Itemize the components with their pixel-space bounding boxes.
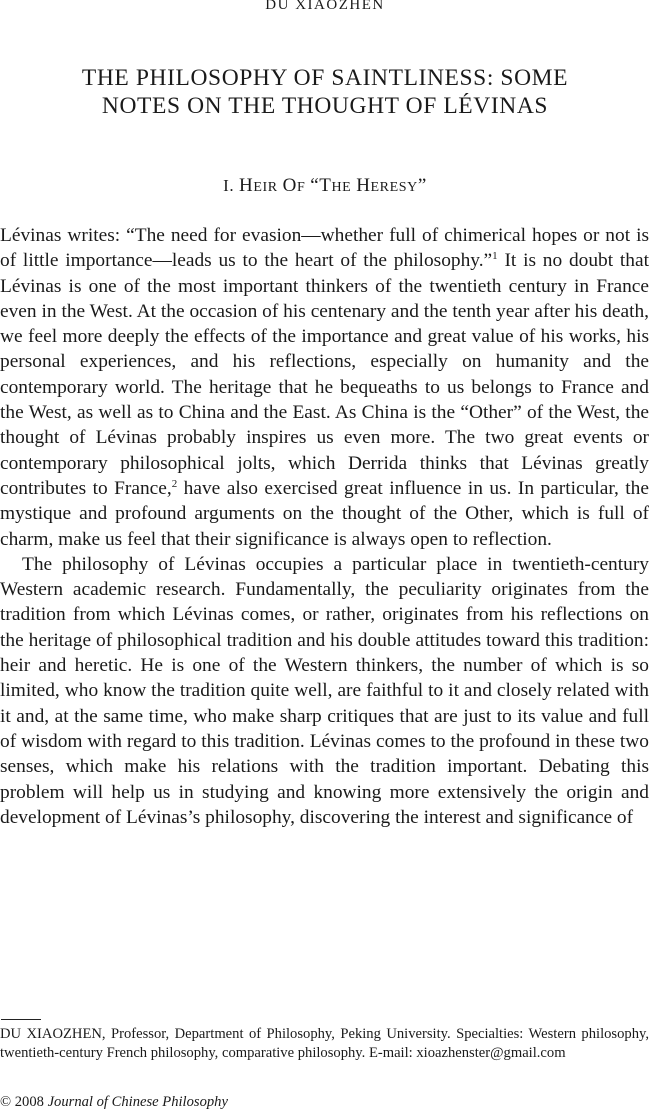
paragraph-2: The philosophy of Lévinas occupies a particular place in twentieth-century Western academic research. Fundamentally, the peculiarity originates from the tradition from which Lévinas comes, or rather, originates from his reflections on the heritage of philosophical tradition and his double attitudes toward this tradition: heir and heretic. He is one of the Western thinkers, the number of which is so limited, who know the tradition quite well, are faithful to it and closely related with it and, at the same time, who make sharp critiques that are just to its value and full of wisdom with regard to this tradition. Lévinas comes to the profound in these two senses, which make his relations with the tradition important. Debating this problem will help us in studying and knowing more extensively the origin and development of Lévinas’s philosophy, discovering the interest and significance of — [0, 553, 649, 828]
section-heading — [0, 175, 650, 199]
copyright-line — [0, 1093, 649, 1112]
body-text — [0, 223, 649, 830]
article-title — [0, 64, 650, 120]
title-line-2: NOTES ON THE THOUGHT OF LÉVINAS — [101, 93, 549, 119]
paragraph-1-part-a: Lévinas writes: “The need for evasion—whether full of chimerical hopes or not is of little importance—leads us to the heart of the philosophy.” — [0, 225, 649, 272]
title-line-1: THE PHILOSOPHY OF SAINTLINESS: SOME — [81, 65, 569, 91]
section-number: I. — [223, 176, 235, 195]
footnote-ref-1: 1 — [492, 250, 498, 263]
paragraph-1-part-c: have also exercised great influence in us. In particular, the mystique and profound arguments on the thought of the Other, which is full of charm, make us feel that their significance is always open to reflection. — [0, 477, 649, 550]
author-footnote: DU XIAOZHEN, Professor, Department of Philosophy, Peking University. Specialties: Western philosophy, twentieth-century French philosophy, comparative philosophy. E-mail: xioazhenster@gmail.com — [0, 1026, 649, 1061]
footnote-ref-2: 2 — [171, 477, 178, 490]
running-head: DU XIAOZHEN — [265, 0, 385, 13]
section-title: HEIR OF “THE HERESY” — [239, 175, 427, 196]
journal-name: Journal of Chinese Philosophy — [47, 1094, 228, 1110]
copyright-prefix: © 2008 — [0, 1094, 48, 1110]
paragraph-1 — [0, 223, 649, 552]
footnote-divider — [1, 1019, 41, 1020]
paragraph-1-part-b: It is no doubt that Lévinas is one of the most important thinkers of the twentieth century in France even in the West. At the occasion of his centenary and the tenth year after his death, we feel more deeply the effects of the importance and great value of his works, his personal experiences, and his reflections, especially on humanity and the contemporary world. The heritage that he bequeaths to us belongs to France and the West, as well as to China and the East. As China is the “Other” of the West, the thought of Lévinas probably inspires us even more. The two great events or contemporary philosophical jolts, which Derrida thinks that Lévinas greatly contributes to France, — [0, 250, 649, 499]
